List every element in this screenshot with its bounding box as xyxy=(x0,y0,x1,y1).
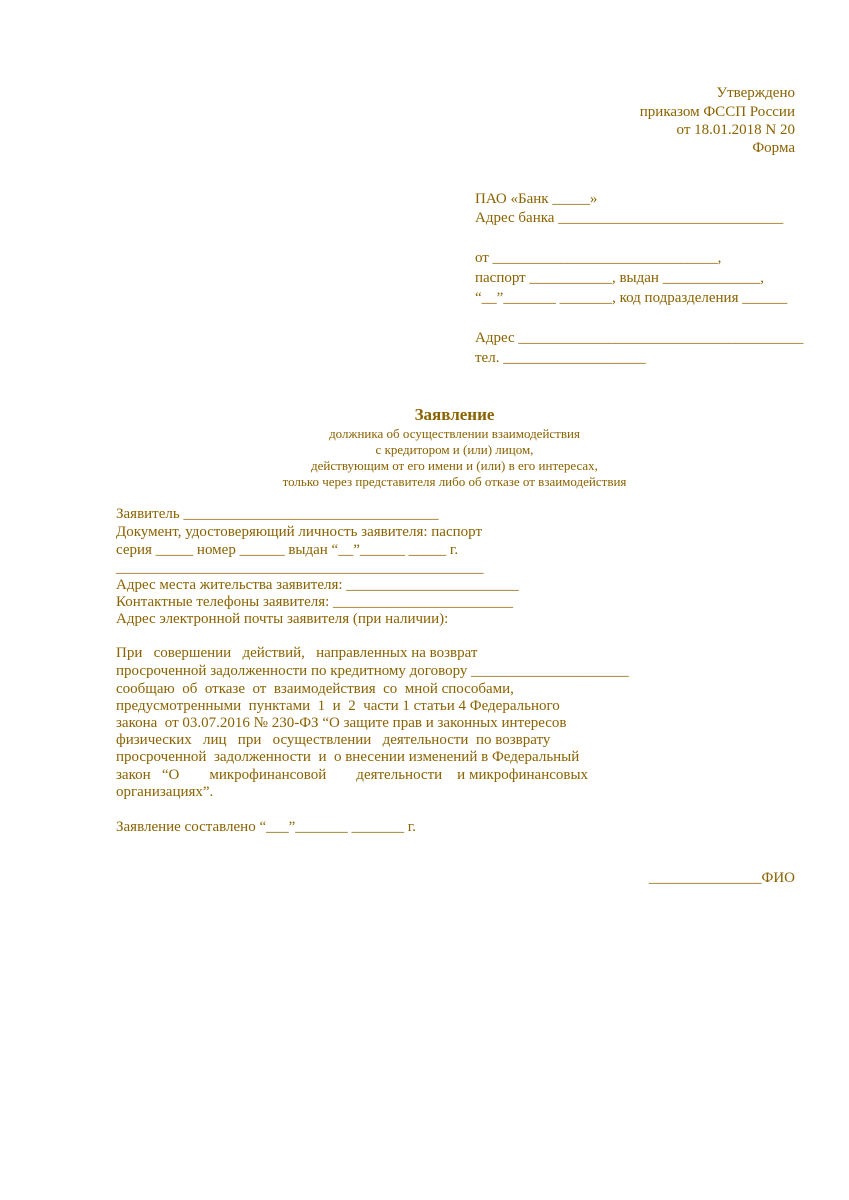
signature-line: _______________ФИО xyxy=(648,870,795,886)
document-subtitle-3: действующим от его имени и (или) в его интересах, xyxy=(311,458,598,473)
composed-date: Заявление составлено “___”_______ _______ г. xyxy=(116,819,416,835)
addressee-from: от ______________________________, xyxy=(475,250,722,266)
body-line-8: закон “О микрофинансовой деятельности и микрофинансовых xyxy=(116,767,589,783)
addressee-bank-address: Адрес банка ______________________________ xyxy=(475,210,784,226)
document-subtitle-4: только через представителя либо об отказе от взаимодействия xyxy=(282,474,627,489)
approval-line-2: приказом ФССП России xyxy=(639,104,795,120)
applicant-residence: Адрес места жительства заявителя: _______________________ xyxy=(116,577,519,593)
approval-line-4: Форма xyxy=(752,140,795,156)
addressee-date-code: “__”_______ _______, код подразделения ______ xyxy=(475,290,788,306)
applicant-name: Заявитель __________________________________ xyxy=(116,506,439,522)
body-line-2: просроченной задолженности по кредитному договору _____________________ xyxy=(116,663,629,679)
approval-line-1: Утверждено xyxy=(716,85,795,101)
body-line-6: физических лиц при осуществлении деятельности по возврату xyxy=(116,732,551,748)
body-line-5: закона от 03.07.2016 № 230-ФЗ “О защите прав и законных интересов xyxy=(116,715,567,731)
body-line-4: предусмотренными пунктами 1 и 2 части 1 статьи 4 Федерального xyxy=(116,698,560,714)
applicant-email: Адрес электронной почты заявителя (при наличии): xyxy=(116,611,449,627)
addressee-passport: паспорт ___________, выдан _____________, xyxy=(475,270,764,286)
body-line-1: При совершении действий, направленных на возврат xyxy=(116,645,478,661)
addressee-bank: ПАО «Банк _____» xyxy=(475,191,598,207)
addressee-phone: тел. ___________________ xyxy=(475,350,646,366)
document-title: Заявление xyxy=(414,405,495,424)
body-line-3: сообщаю об отказе от взаимодействия со мной способами, xyxy=(116,681,514,697)
applicant-document: Документ, удостоверяющий личность заявителя: паспорт xyxy=(116,524,482,540)
applicant-blank-line: _________________________________________________ xyxy=(116,560,484,576)
document-subtitle-2: с кредитором и (или) лицом, xyxy=(375,442,534,457)
addressee-address: Адрес ______________________________________ xyxy=(475,330,804,346)
applicant-phones: Контактные телефоны заявителя: ________________________ xyxy=(116,594,514,610)
applicant-passport-series: серия _____ номер ______ выдан “__”______ _____ г. xyxy=(116,542,459,558)
approval-line-3: от 18.01.2018 N 20 xyxy=(676,122,795,138)
body-line-7: просроченной задолженности и о внесении изменений в Федеральный xyxy=(116,749,580,765)
document-subtitle-1: должника об осуществлении взаимодействия xyxy=(329,426,580,441)
body-line-9: организациях”. xyxy=(116,784,214,800)
